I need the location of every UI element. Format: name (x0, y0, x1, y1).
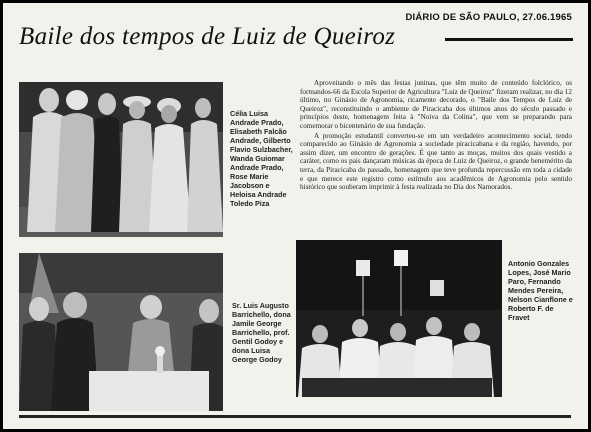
article-paragraph: Aproveitando o mês das festas juninas, que têm muito de conteúdo folclórico, os formandos-66 da Escola Superior de Agricultura "Luiz de Queiroz" fizeram realizar, no dia 12 último, no Ginásio de Agronomia, ricamente decorado, o "Baile dos Tempos de Luiz de Queiroz", reconstituindo o ambiente de Piracicaba dos últimos anos do século passado e princípios deste, homenagem feita à "Noiva da Colina", que vem se preparando para comemorar o bicentenário de sua fundação. (300, 79, 572, 130)
photo-students (296, 240, 502, 397)
newspaper-clipping (3, 3, 588, 429)
photo-couples-at-table (19, 253, 223, 411)
photo-costumed-ladies (19, 82, 223, 237)
headline: Baile dos tempos de Luiz de Queiroz (19, 23, 396, 50)
bottom-rule (19, 415, 571, 418)
caption-photo-2: Sr. Luis Augusto Barrichello, dona Jamile George Barrichello, prof. Gentil Godoy e dona Luisa George Godoy (232, 301, 291, 364)
article-body (300, 79, 572, 193)
caption-photo-1: Célia Luisa Andrade Prado, Elisabeth Falcão Andrade, Gilberto Flavio Sulzbacher, Wanda Guiomar Andrade Prado, Rose Marie Jacobson e Heloisa Andrade Toledo Piza (230, 109, 293, 208)
caption-photo-3: Antonio Gonzales Lopes, José Mario Paro, Fernando Mendes Pereira, Nelson Cianflone e Roberto F. de Fravet (508, 259, 573, 322)
dateline: DIÁRIO DE SÃO PAULO, 27.06.1965 (405, 12, 572, 23)
headline-rule (445, 38, 573, 41)
article-paragraph: A promoção estudantil converteu-se em um verdadeiro acontecimento social, tendo comparecido ao Ginásio de Agronomia a sociedade piracicabana e da região, havendo, por assim dizer, um encontro de gerações. É que tanto as moças, muitos dos quais vestido a caráter, como os pais dançaram músicas da época de Luiz de Queiroz, o grande benemérito da terra, da Piracicaba do passado, homenagem que teve profunda repercussão em toda a cidade e que merece este registro como estímulo aos acadêmicos de Agronomia pelo sentido histórico que souberam imprimir à festa realizada no Dia dos Namorados. (300, 131, 572, 192)
